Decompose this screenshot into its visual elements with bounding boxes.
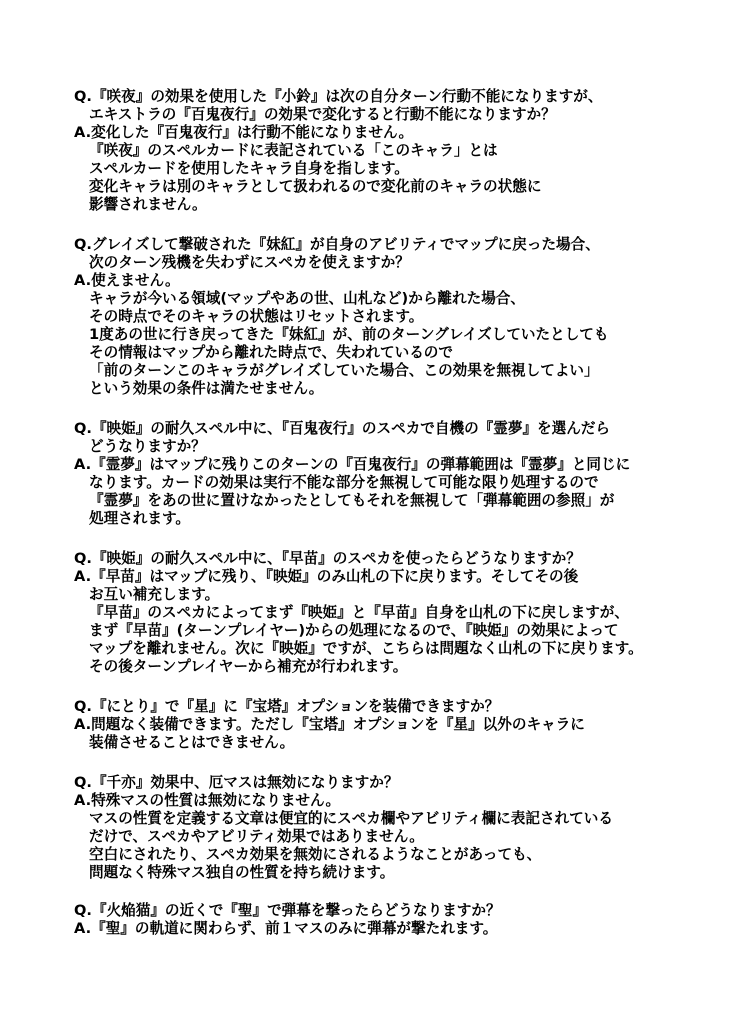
- faq-question: [74, 550, 724, 568]
- faq-item: [74, 420, 724, 528]
- faq-answer: [74, 792, 724, 882]
- answer-line: なります。カードの効果は実行不能な部分を無視して可能な限り処理するので: [89, 474, 599, 491]
- faq-list: [74, 88, 724, 960]
- faq-item: [74, 550, 724, 676]
- answer-line: だけで、スペカやアビリティ効果ではありません。: [89, 828, 424, 845]
- faq-item: [74, 774, 724, 882]
- faq-question: [74, 774, 724, 792]
- answer-line: A.使えません。: [74, 272, 180, 289]
- question-line: Q.『千亦』効果中、厄マスは無効になりますか？: [74, 774, 399, 791]
- answer-line: 装備させることはできません。: [89, 734, 295, 751]
- answer-line: 変化キャラは別のキャラとして扱われるので変化前のキャラの状態に: [89, 178, 542, 195]
- faq-question: [74, 236, 724, 272]
- question-line: Q.グレイズして撃破された『妹紅』が自身のアビリティでマップに戻った場合、: [74, 236, 600, 253]
- faq-item: [74, 88, 724, 214]
- faq-answer: [74, 124, 724, 214]
- answer-line: 問題なく特殊マス独自の性質を持ち続けます。: [89, 864, 395, 881]
- faq-answer: [74, 272, 724, 398]
- answer-line: 『霊夢』をあの世に置けなかったとしてもそれを無視して「弾幕範囲の参照」が: [89, 492, 615, 509]
- answer-line: お互い補充します。: [89, 586, 220, 603]
- answer-line: 「前のターンこのキャラがグレイズしていた場合、この効果を無視してよい」: [89, 362, 599, 379]
- question-line: Q.『映姫』の耐久スペル中に、『早苗』のスペカを使ったらどうなりますか？: [74, 550, 581, 567]
- faq-answer: [74, 920, 724, 938]
- answer-line: A.『早苗』はマップに残り、『映姫』のみ山札の下に戻ります。そしてその後: [74, 568, 579, 585]
- answer-line: という効果の条件は満たせません。: [89, 380, 324, 397]
- question-line: Q.『咲夜』の効果を使用した『小鈴』は次の自分ターン行動不能になりますが、: [74, 88, 603, 105]
- faq-answer: [74, 568, 724, 676]
- question-line: Q.『にとり』で『星』に『宝塔』オプションを装備できますか？: [74, 698, 500, 715]
- faq-question: [74, 420, 724, 456]
- faq-question: [74, 88, 724, 124]
- faq-item: [74, 698, 724, 752]
- question-line: Q.『火焔猫』の近くで『聖』で弾幕を撃ったらどうなりますか？: [74, 902, 501, 919]
- answer-line: 『早苗』のスペカによってまず『映姫』と『早苗』自身を山札の下に戻しますが、: [89, 604, 629, 621]
- faq-item: [74, 902, 724, 938]
- answer-line: A.変化した『百鬼夜行』は行動不能になりません。: [74, 124, 414, 141]
- question-line: どうなりますか？: [89, 438, 206, 455]
- question-line: 次のターン残機を失わずにスペカを使えますか？: [89, 254, 410, 271]
- answer-line: その後ターンプレイヤーから補充が行われます。: [89, 658, 408, 675]
- answer-line: A.特殊マスの性質は無効になりません。: [74, 792, 341, 809]
- question-line: エキストラの『百鬼夜行』の効果で変化すると行動不能になりますか？: [89, 106, 556, 123]
- answer-line: 1度あの世に行き戻ってきた『妹紅』が、前のターングレイズしていたとしても: [89, 326, 609, 343]
- faq-answer: [74, 456, 724, 528]
- answer-line: その情報はマップから離れた時点で、失われているので: [89, 344, 453, 361]
- answer-line: スペルカードを使用したキャラ自身を指します。: [89, 160, 409, 177]
- answer-line: A.『聖』の軌道に関わらず、前１マスのみに弾幕が撃たれます。: [74, 920, 498, 937]
- answer-line: A.『霊夢』はマップに残りこのターンの『百鬼夜行』の弾幕範囲は『霊夢』と同じに: [74, 456, 631, 473]
- answer-line: 空白にされたり、スペカ効果を無効にされるようなことがあっても、: [89, 846, 542, 863]
- faq-question: [74, 902, 724, 920]
- answer-line: 『咲夜』のスペルカードに表記されている「このキャラ」とは: [89, 142, 498, 159]
- answer-line: まず『早苗』(ターンプレイヤー)からの処理になるので、『映姫』の効果によって: [89, 622, 619, 639]
- answer-line: キャラが今いる領域(マップやあの世、山札など)から離れた場合、: [89, 290, 525, 307]
- answer-line: 処理されます。: [89, 510, 190, 527]
- faq-answer: [74, 716, 724, 752]
- answer-line: マスの性質を定義する文章は便宜的にスペカ欄やアビリティ欄に表記されている: [89, 810, 613, 827]
- faq-item: [74, 236, 724, 398]
- answer-line: マップを離れません。次に『映姫』ですが、こちらは問題なく山札の下に戻ります。: [89, 640, 643, 657]
- answer-line: A.問題なく装備できます。ただし『宝塔』オプションを『星』以外のキャラに: [74, 716, 585, 733]
- answer-line: その時点でそのキャラの状態はリセットされます。: [89, 308, 424, 325]
- answer-line: 影響されません。: [89, 196, 207, 213]
- faq-question: [74, 698, 724, 716]
- question-line: Q.『映姫』の耐久スペル中に、『百鬼夜行』のスペカで自機の『霊夢』を選んだら: [74, 420, 611, 437]
